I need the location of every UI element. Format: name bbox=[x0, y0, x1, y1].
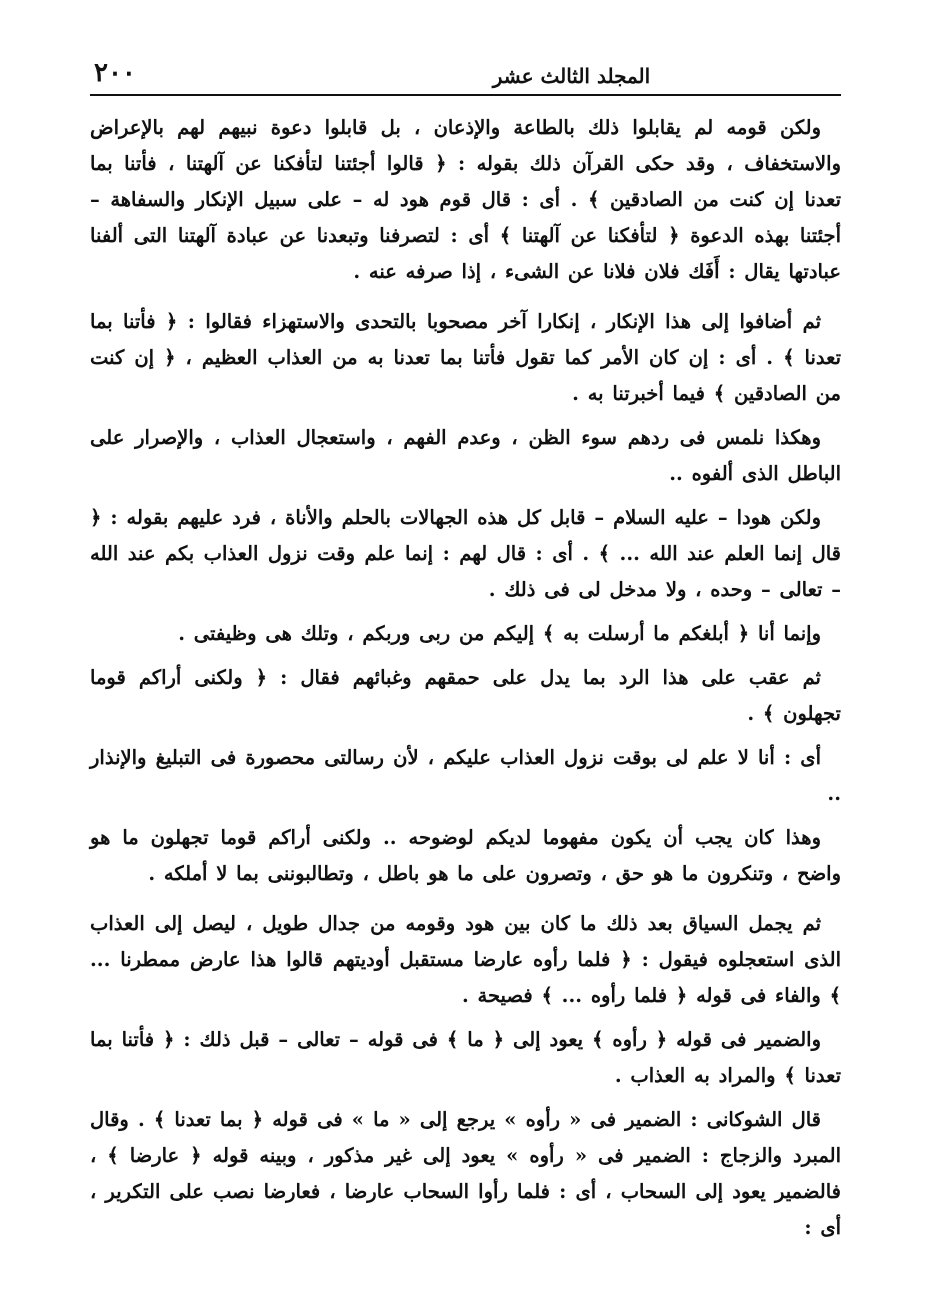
page-header bbox=[90, 58, 841, 94]
paragraph: وهذا كان يجب أن يكون مفهوما لديكم لوضوحه .. ولكنى أراكم قوما تجهلون ما هو واضح ، وتنكرون ما هو حق ، وتصرون على ما هو باطل ، وتطالبوننى بما لا أملكه . bbox=[90, 826, 841, 885]
paragraph: ولكن قومه لم يقابلوا ذلك بالطاعة والإذعان ، بل قابلوا دعوة نبيهم لهم بالإعراض والاستخفاف ، وقد حكى القرآن ذلك بقوله : ﴿ قالوا أجئتنا لتأفكنا عن آلهتنا ، فأتنا بما تعدنا إن كنت من الصادقين ﴾ . أى : قال قوم هود له – على سبيل الإنكار والسفاهة – أجئتنا بهذه الدعوة ﴿ لتأفكنا عن آلهتنا ﴾ أى : لتصرفنا وتبعدنا عن عبادة آلهتنا التى ألفنا عبادتها يقال : أَفَك فلان فلانا عن الشىء ، إذا صرفه عنه . bbox=[90, 116, 841, 283]
page-number: ٢٠٠ bbox=[94, 58, 136, 88]
paragraph: ثم أضافوا إلى هذا الإنكار ، إنكارا آخر مصحوبا بالتحدى والاستهزاء فقالوا : ﴿ فأتنا بما تعدنا ﴾ . أى : إن كان الأمر كما تقول فأتنا بما تعدنا به من العذاب العظيم ، ﴿ إن كنت من الصادقين ﴾ فيما أخبرتنا به . bbox=[90, 310, 841, 405]
paragraph: ثم عقب على هذا الرد بما يدل على حمقهم وغبائهم فقال : ﴿ ولكنى أراكم قوما تجهلون ﴾ . bbox=[90, 666, 841, 725]
paragraph: قال الشوكانى : الضمير فى « رأوه » يرجع إلى « ما » فى قوله ﴿ بما تعدنا ﴾ . وقال المبرد والزجاج : الضمير فى « رأوه » يعود إلى غير مذكور ، وبينه قوله ﴿ عارضا ﴾ ، فالضمير يعود إلى السحاب ، أى : فلما رأوا السحاب عارضا ، فعارضا نصب على التكرير ، أى : bbox=[90, 1108, 841, 1239]
page-body bbox=[90, 110, 841, 1246]
running-title: المجلد الثالث عشر bbox=[492, 64, 651, 88]
paragraph: ولكن هودا – عليه السلام – قابل كل هذه الجهالات بالحلم والأناة ، فرد عليهم بقوله : ﴿ قال إنما العلم عند الله ... ﴾ . أى : قال لهم : إنما علم وقت نزول العذاب بكم عند الله – تعالى – وحده ، ولا مدخل لى فى ذلك . bbox=[90, 506, 841, 601]
header-rule bbox=[90, 94, 841, 96]
paragraph: وهكذا نلمس فى ردهم سوء الظن ، وعدم الفهم ، واستعجال العذاب ، والإصرار على الباطل الذى ألفوه .. bbox=[90, 426, 841, 485]
paragraph: وإنما أنا ﴿ أبلغكم ما أرسلت به ﴾ إليكم من ربى وربكم ، وتلك هى وظيفتى . bbox=[178, 622, 821, 645]
paragraph: أى : أنا لا علم لى بوقت نزول العذاب عليكم ، لأن رسالتى محصورة فى التبليغ والإنذار .. bbox=[90, 746, 841, 805]
paragraph: والضمير فى قوله ﴿ رأوه ﴾ يعود إلى ﴿ ما ﴾ فى قوله – تعالى – قبل ذلك : ﴿ فأتنا بما تعدنا ﴾ والمراد به العذاب . bbox=[90, 1028, 841, 1087]
paragraph: ثم يجمل السياق بعد ذلك ما كان بين هود وقومه من جدال طويل ، ليصل إلى العذاب الذى استعجلوه فيقول : ﴿ فلما رأوه عارضا مستقبل أوديتهم قالوا هذا عارض ممطرنا ... ﴾ والفاء فى قوله ﴿ فلما رأوه ... ﴾ فصيحة . bbox=[90, 912, 841, 1007]
